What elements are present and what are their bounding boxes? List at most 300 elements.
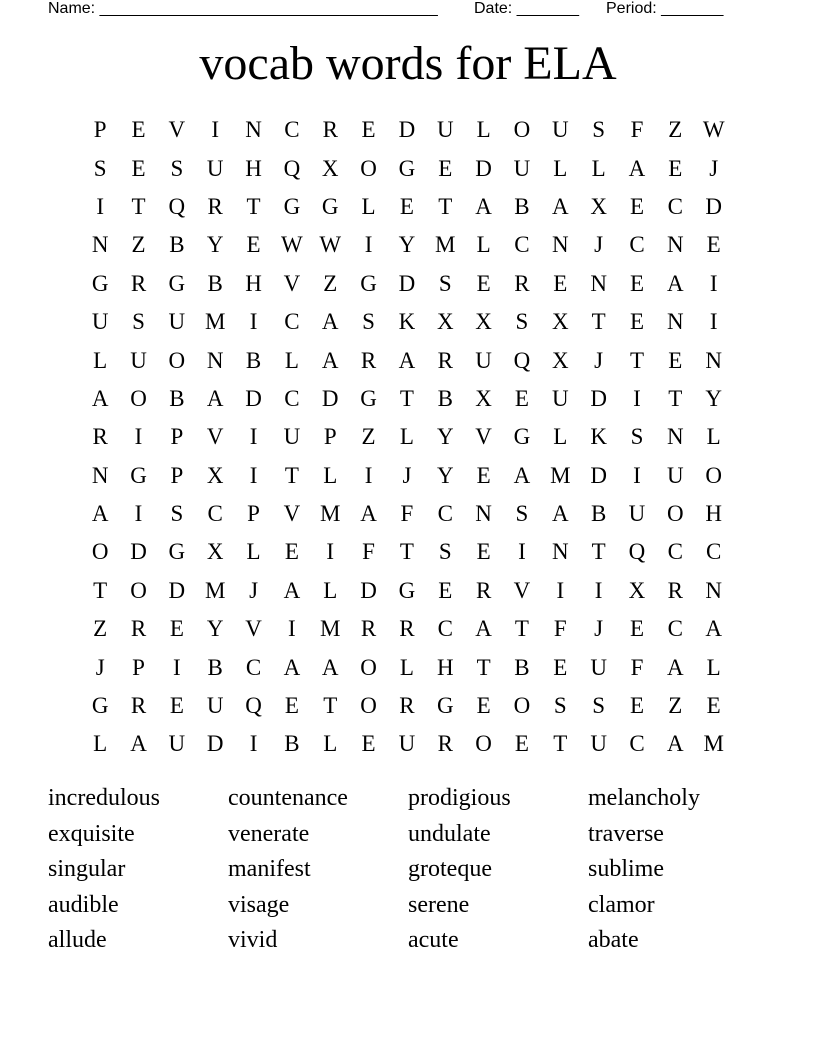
grid-letter: Q: [513, 347, 531, 373]
grid-letter: N: [551, 232, 569, 258]
grid-letter: E: [476, 270, 491, 296]
grid-letter: D: [206, 731, 224, 757]
grid-letter: R: [92, 424, 108, 450]
grid-letter: D: [168, 577, 186, 603]
grid-letter: Q: [245, 693, 262, 719]
grid-letter: P: [323, 424, 337, 450]
grid-letter: V: [283, 270, 301, 296]
grid-letter: B: [245, 347, 262, 373]
grid-letter: G: [513, 424, 531, 450]
grid-letter: C: [514, 232, 530, 258]
grid-letter: R: [360, 616, 377, 642]
grid-letter: U: [551, 385, 569, 411]
grid-letter: I: [364, 232, 373, 258]
grid-letter: J: [594, 232, 604, 258]
grid-letter: E: [169, 616, 184, 642]
grid-letter: X: [206, 462, 224, 488]
grid-letter: I: [633, 462, 641, 488]
grid-letter: U: [206, 155, 224, 181]
grid-letter: R: [130, 270, 147, 296]
grid-letter: H: [245, 155, 262, 181]
grid-letter: S: [362, 309, 375, 335]
word-bank-item: manifest: [228, 856, 311, 882]
grid-letter: L: [323, 731, 338, 757]
grid-letter: C: [437, 501, 453, 527]
grid-letter: W: [319, 232, 342, 258]
grid-letter: G: [168, 270, 186, 296]
grid-row: [81, 188, 733, 226]
grid-letter: S: [93, 155, 107, 181]
grid-letter: G: [283, 193, 301, 219]
grid-letter: A: [705, 616, 722, 642]
grid-letter: U: [436, 117, 454, 143]
grid-letter: O: [130, 577, 147, 603]
grid-letter: C: [667, 539, 683, 565]
grid-letter: T: [246, 193, 261, 219]
grid-letter: X: [551, 347, 569, 373]
grid-row: [81, 687, 733, 725]
grid-letter: X: [551, 309, 569, 335]
grid-letter: B: [514, 654, 530, 680]
grid-letter: G: [91, 693, 109, 719]
word-bank-item: undulate: [408, 820, 491, 847]
grid-letter: O: [130, 385, 147, 411]
grid-letter: G: [168, 539, 186, 565]
grid-letter: V: [206, 424, 224, 450]
grid-letter: E: [284, 539, 299, 565]
grid-letter: I: [134, 501, 143, 527]
grid-letter: A: [475, 193, 492, 219]
word-bank-item: vivid: [228, 927, 278, 953]
grid-letter: E: [668, 347, 683, 373]
grid-letter: L: [553, 424, 568, 450]
grid-letter: Q: [628, 539, 646, 565]
grid-letter: O: [705, 462, 722, 488]
grid-letter: E: [284, 693, 299, 719]
grid-letter: D: [590, 385, 607, 411]
word-bank-item: groteque: [408, 856, 492, 882]
grid-letter: R: [207, 193, 223, 219]
grid-letter: L: [93, 347, 108, 373]
grid-letter: O: [360, 155, 377, 181]
grid-letter: T: [131, 193, 146, 219]
grid-row: [81, 303, 733, 341]
grid-letter: M: [703, 731, 724, 757]
grid-letter: U: [130, 347, 147, 373]
grid-letter: H: [436, 654, 454, 680]
grid-letter: U: [590, 654, 607, 680]
grid-letter: D: [475, 155, 492, 181]
word-bank-item: allude: [48, 927, 107, 953]
word-bank-item: melancholy: [588, 785, 700, 811]
grid-letter: V: [168, 117, 186, 143]
grid-letter: O: [475, 731, 492, 757]
grid-letter: S: [515, 501, 529, 527]
grid-letter: D: [130, 539, 147, 565]
grid-letter: L: [323, 462, 338, 488]
grid-row: [81, 149, 733, 187]
grid-letter: V: [245, 616, 262, 642]
grid-letter: J: [95, 654, 105, 680]
grid-letter: A: [91, 385, 109, 411]
grid-letter: I: [249, 309, 258, 335]
grid-letter: I: [288, 616, 296, 642]
grid-letter: S: [630, 424, 644, 450]
grid-row: [81, 265, 733, 303]
grid-letter: S: [592, 693, 606, 719]
grid-letter: A: [360, 501, 377, 527]
grid-letter: N: [705, 347, 722, 373]
word-bank-item: incredulous: [48, 785, 160, 811]
grid-letter: X: [436, 309, 454, 335]
grid-letter: E: [438, 155, 453, 181]
grid-letter: A: [513, 462, 531, 488]
grid-letter: L: [399, 424, 414, 450]
grid-letter: A: [91, 501, 109, 527]
grid-letter: Q: [168, 193, 186, 219]
grid-row: [81, 111, 733, 149]
grid-letter: L: [553, 155, 568, 181]
grid-letter: X: [475, 385, 492, 411]
grid-letter: S: [438, 539, 452, 565]
word-bank-item: countenance: [228, 785, 348, 811]
grid-letter: O: [360, 654, 377, 680]
grid-letter: T: [93, 577, 108, 603]
grid-letter: E: [246, 232, 261, 258]
grid-letter: M: [320, 501, 341, 527]
grid-letter: I: [134, 424, 143, 450]
grid-letter: E: [399, 193, 414, 219]
grid-letter: U: [667, 462, 684, 488]
grid-letter: D: [245, 385, 262, 411]
grid-letter: T: [668, 385, 683, 411]
word-bank-item: sublime: [588, 856, 664, 882]
grid-letter: N: [475, 501, 492, 527]
grid-letter: B: [207, 270, 223, 296]
grid-letter: N: [667, 309, 684, 335]
grid-letter: I: [709, 270, 718, 296]
grid-letter: C: [629, 232, 645, 258]
word-bank-item: prodigious: [408, 785, 511, 811]
grid-letter: N: [590, 270, 607, 296]
grid-letter: A: [321, 347, 339, 373]
grid-letter: A: [667, 731, 684, 757]
grid-letter: W: [281, 232, 303, 258]
grid-letter: R: [514, 270, 530, 296]
grid-letter: O: [513, 117, 531, 143]
grid-letter: Z: [131, 232, 146, 258]
grid-letter: U: [283, 424, 301, 450]
grid-letter: D: [398, 270, 416, 296]
grid-letter: C: [629, 731, 645, 757]
grid-letter: D: [398, 117, 416, 143]
grid-letter: I: [556, 577, 565, 603]
grid-letter: A: [398, 347, 416, 373]
grid-letter: E: [553, 654, 568, 680]
grid-letter: I: [96, 193, 104, 219]
grid-letter: L: [93, 731, 108, 757]
grid-letter: O: [667, 501, 684, 527]
grid-row: [81, 380, 733, 418]
grid-letter: T: [591, 309, 606, 335]
grid-letter: E: [131, 117, 146, 143]
grid-letter: E: [476, 693, 491, 719]
grid-letter: E: [361, 731, 376, 757]
grid-letter: M: [204, 309, 226, 335]
grid-letter: P: [170, 462, 184, 488]
grid-letter: R: [130, 693, 147, 719]
grid-letter: O: [513, 693, 531, 719]
grid-letter: S: [592, 117, 606, 143]
grid-letter: R: [399, 693, 415, 719]
grid-letter: G: [321, 193, 339, 219]
grid-letter: M: [435, 232, 456, 258]
grid-letter: C: [667, 616, 683, 642]
grid-row: [81, 457, 733, 495]
word-bank-item: venerate: [228, 820, 310, 847]
grid-letter: C: [284, 117, 300, 143]
grid-letter: C: [207, 501, 223, 527]
grid-letter: N: [206, 347, 224, 373]
date-field-label: Date: _______: [474, 0, 579, 17]
grid-letter: D: [705, 193, 722, 219]
grid-letter: E: [706, 232, 721, 258]
grid-letter: M: [550, 462, 571, 488]
grid-row: [81, 610, 733, 648]
word-bank-item: exquisite: [48, 820, 135, 847]
grid-letter: T: [399, 539, 414, 565]
grid-letter: Z: [668, 117, 683, 143]
grid-letter: O: [360, 693, 377, 719]
grid-letter: U: [91, 309, 109, 335]
grid-row: [81, 533, 733, 571]
grid-letter: L: [399, 654, 414, 680]
grid-letter: I: [249, 462, 258, 488]
grid-letter: U: [206, 693, 224, 719]
grid-letter: E: [629, 693, 645, 719]
grid-letter: P: [132, 654, 145, 680]
grid-letter: E: [476, 462, 491, 488]
grid-letter: R: [322, 117, 338, 143]
grid-letter: N: [551, 539, 569, 565]
grid-letter: Z: [668, 693, 683, 719]
grid-letter: C: [706, 539, 722, 565]
grid-letter: S: [132, 309, 145, 335]
grid-letter: E: [668, 155, 683, 181]
grid-letter: L: [476, 232, 491, 258]
grid-letter: E: [553, 270, 568, 296]
grid-letter: U: [168, 731, 186, 757]
grid-letter: E: [629, 309, 645, 335]
grid-letter: U: [168, 309, 186, 335]
grid-letter: U: [590, 731, 607, 757]
grid-letter: T: [323, 693, 338, 719]
grid-letter: R: [399, 616, 415, 642]
grid-row: [81, 418, 733, 456]
grid-letter: A: [321, 654, 339, 680]
grid-letter: E: [629, 616, 645, 642]
grid-letter: L: [591, 155, 606, 181]
grid-letter: Z: [323, 270, 338, 296]
grid-letter: E: [629, 270, 645, 296]
grid-letter: T: [284, 462, 299, 488]
grid-letter: B: [169, 385, 185, 411]
grid-letter: Y: [436, 462, 454, 488]
grid-letter: E: [438, 577, 453, 603]
grid-letter: L: [246, 539, 261, 565]
grid-letter: T: [399, 385, 414, 411]
grid-letter: W: [702, 117, 725, 143]
grid-letter: E: [131, 155, 146, 181]
grid-letter: J: [594, 347, 604, 373]
word-search-grid: [81, 111, 733, 764]
grid-letter: S: [515, 309, 529, 335]
grid-letter: L: [323, 577, 338, 603]
grid-letter: C: [284, 385, 300, 411]
word-bank-item: serene: [408, 891, 470, 918]
grid-letter: E: [361, 117, 376, 143]
grid-letter: I: [173, 654, 181, 680]
grid-letter: M: [320, 616, 341, 642]
grid-row: [81, 341, 733, 379]
grid-letter: I: [364, 462, 373, 488]
grid-letter: G: [360, 385, 377, 411]
grid-row: [81, 572, 733, 610]
grid-letter: A: [551, 193, 569, 219]
grid-letter: K: [398, 309, 416, 335]
grid-letter: N: [91, 462, 109, 488]
page-title: vocab words for ELA: [199, 37, 617, 90]
word-bank-item: abate: [588, 927, 639, 953]
grid-letter: A: [667, 270, 684, 296]
grid-letter: U: [628, 501, 646, 527]
grid-letter: R: [130, 616, 147, 642]
grid-letter: T: [591, 539, 606, 565]
grid-letter: A: [206, 385, 224, 411]
word-bank-item: acute: [408, 927, 459, 953]
grid-letter: D: [321, 385, 339, 411]
grid-letter: F: [553, 616, 567, 642]
grid-letter: N: [667, 424, 684, 450]
grid-letter: D: [360, 577, 377, 603]
grid-letter: B: [590, 501, 607, 527]
grid-letter: O: [168, 347, 186, 373]
word-bank-item: audible: [48, 891, 119, 918]
grid-letter: G: [91, 270, 109, 296]
grid-letter: I: [249, 424, 258, 450]
grid-letter: F: [400, 501, 414, 527]
grid-letter: F: [630, 654, 644, 680]
grid-letter: B: [437, 385, 453, 411]
grid-letter: Z: [93, 616, 108, 642]
grid-letter: L: [284, 347, 299, 373]
grid-letter: J: [594, 616, 604, 642]
grid-letter: A: [130, 731, 147, 757]
grid-letter: E: [169, 693, 184, 719]
grid-letter: H: [705, 501, 722, 527]
grid-letter: X: [206, 539, 224, 565]
grid-letter: F: [362, 539, 375, 565]
grid-letter: G: [436, 693, 454, 719]
grid-letter: R: [475, 577, 492, 603]
grid-letter: E: [514, 385, 529, 411]
grid-letter: P: [93, 117, 107, 143]
grid-letter: E: [514, 731, 529, 757]
grid-letter: B: [514, 193, 530, 219]
grid-letter: S: [170, 155, 184, 181]
grid-letter: T: [514, 616, 529, 642]
grid-letter: J: [249, 577, 259, 603]
grid-letter: M: [204, 577, 226, 603]
grid-letter: X: [628, 577, 646, 603]
grid-letter: J: [402, 462, 412, 488]
grid-letter: A: [475, 616, 492, 642]
grid-letter: T: [476, 654, 491, 680]
grid-letter: R: [437, 347, 453, 373]
grid-letter: C: [437, 616, 453, 642]
grid-letter: I: [249, 731, 258, 757]
grid-letter: O: [91, 539, 109, 565]
grid-letter: Y: [206, 616, 224, 642]
grid-letter: T: [553, 731, 568, 757]
grid-letter: D: [590, 462, 607, 488]
grid-letter: N: [91, 232, 109, 258]
grid-letter: T: [629, 347, 645, 373]
word-bank: [48, 781, 768, 959]
grid-letter: L: [706, 654, 721, 680]
grid-letter: B: [207, 654, 223, 680]
grid-letter: V: [513, 577, 531, 603]
grid-letter: A: [551, 501, 569, 527]
grid-letter: S: [170, 501, 184, 527]
grid-letter: H: [245, 270, 262, 296]
grid-letter: N: [245, 117, 262, 143]
grid-letter: I: [518, 539, 526, 565]
grid-letter: R: [360, 347, 377, 373]
grid-letter: Y: [398, 232, 416, 258]
grid-letter: F: [630, 117, 644, 143]
grid-letter: G: [398, 577, 416, 603]
grid-letter: T: [438, 193, 453, 219]
word-bank-item: clamor: [588, 891, 655, 918]
grid-letter: B: [284, 731, 300, 757]
grid-letter: I: [326, 539, 335, 565]
grid-letter: P: [170, 424, 184, 450]
grid-letter: U: [398, 731, 416, 757]
grid-row: [81, 495, 733, 533]
grid-letter: V: [475, 424, 492, 450]
grid-letter: A: [283, 654, 301, 680]
student-info-header: [48, 0, 748, 20]
grid-letter: X: [475, 309, 492, 335]
grid-letter: A: [283, 577, 301, 603]
grid-letter: G: [360, 270, 377, 296]
grid-letter: Y: [436, 424, 454, 450]
grid-letter: I: [633, 385, 641, 411]
grid-letter: X: [590, 193, 607, 219]
period-field-label: Period: _______: [606, 0, 724, 17]
grid-letter: E: [476, 539, 491, 565]
grid-letter: C: [284, 309, 300, 335]
grid-letter: R: [667, 577, 683, 603]
grid-letter: B: [169, 232, 185, 258]
grid-letter: L: [361, 193, 376, 219]
grid-letter: A: [667, 654, 684, 680]
word-bank-item: singular: [48, 856, 126, 882]
grid-letter: S: [553, 693, 567, 719]
grid-letter: Y: [206, 232, 224, 258]
grid-letter: K: [590, 424, 607, 450]
